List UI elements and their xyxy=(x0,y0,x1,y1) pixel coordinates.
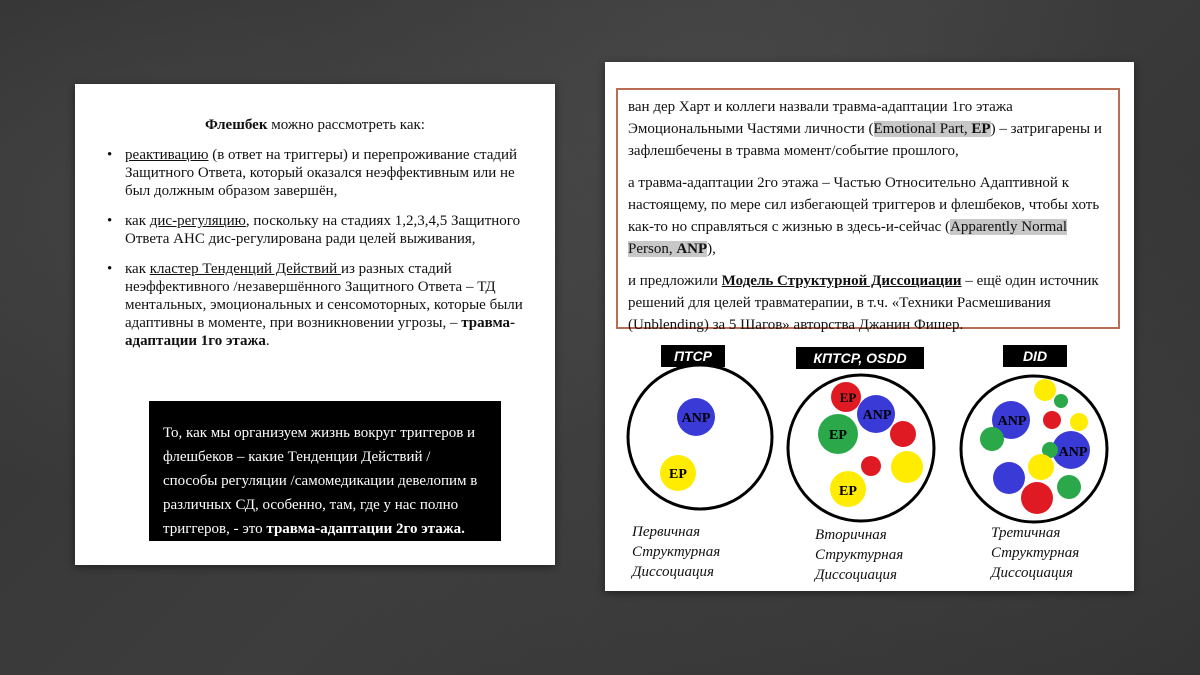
caption-primary: Первичная Структурная Диссоциация xyxy=(632,524,721,580)
part-circle xyxy=(1021,482,1053,514)
ep-part-label: EP xyxy=(839,484,857,499)
ep-part-label: EP xyxy=(829,428,847,443)
label-did: DID xyxy=(1003,345,1067,367)
part-circle xyxy=(1070,413,1088,431)
anp-part-label: ANP xyxy=(997,414,1027,429)
label-ptsd: ПТСР xyxy=(661,345,725,367)
right-document-panel xyxy=(605,62,1134,591)
part-circle xyxy=(1054,394,1068,408)
caption-secondary: Вторичная Структурная Диссоциация xyxy=(815,527,904,583)
second-floor-callout: То, как мы организуем жизнь вокруг триггеров и флешбеков – какие Тенденции Действий / способы регуляции /самомедикации девелопим в различных СД, особенно, там, где у нас полно триггеров, - это травма-адаптации 2го этажа. xyxy=(149,401,501,541)
paragraph-anp: а травма-адаптации 2го этажа – Частью Относительно Адаптивной к настоящему, по мере сил избегающей триггеров и флешбеков, чтобы хоть как-то но справляться с жизнью в здесь-и-сейчас (Apparently Normal Person, ANP), xyxy=(628,175,1100,257)
flashback-bullet-list xyxy=(105,146,535,362)
label-cptsd-osdd: КПТСР, OSDD xyxy=(796,347,924,369)
caption-tertiary: Третичная Структурная Диссоциация xyxy=(991,525,1080,581)
part-circle xyxy=(890,421,916,447)
paragraph-ep: ван дер Харт и коллеги назвали травма-адаптации 1го этажа Эмоциональными Частями личности (Emotional Part, EP) – затригарены и зафлешбечены в травма момент/событие прошлого, xyxy=(628,99,1102,159)
structural-dissociation-diagram xyxy=(605,62,1134,591)
part-circle xyxy=(980,427,1004,451)
anp-part-label: ANP xyxy=(862,408,892,423)
ep-part-label: EP xyxy=(669,467,687,482)
part-circle xyxy=(1034,379,1056,401)
left-document-panel xyxy=(75,84,555,565)
part-circle xyxy=(993,462,1025,494)
flashback-heading: Флешбек можно рассмотреть как: xyxy=(205,117,425,133)
part-circle xyxy=(1043,411,1061,429)
list-item: • как кластер Тенденций Действий из разных стадий неэффективного /незавершённого Защитного Ответа – ТД ментальных, эмоциональных и сенсомоторных, которые были адаптивны в моменте, при возникновении угрозы, – травма-адаптации 1го этажа. xyxy=(107,261,523,349)
part-circle xyxy=(891,451,923,483)
paragraph-model: и предложили Модель Структурной Диссоциации – ещё один источник решений для целей травматерапии, в т.ч. «Техники Расмешивания (Unblending) за 5 Шагов» авторства Джанин Фишер. xyxy=(628,273,1099,333)
ep-part-label: EP xyxy=(839,390,857,405)
primary-dissociation-circle xyxy=(628,365,772,509)
part-circle xyxy=(1057,475,1081,499)
list-item: • реактивацию (в ответ на триггеры) и перепроживание стадий Защитного Ответа, который оказался неэффективным или не был должным образом завершён, xyxy=(107,147,518,199)
anp-part-label: ANP xyxy=(681,411,711,426)
part-circle xyxy=(861,456,881,476)
anp-part-label: ANP xyxy=(1058,445,1088,460)
part-circle xyxy=(1028,454,1054,480)
list-item: • как дис-регуляцию, поскольку на стадиях 1,2,3,4,5 Защитного Ответа АНС дис-регулирована ради целей выживания, xyxy=(107,213,521,247)
